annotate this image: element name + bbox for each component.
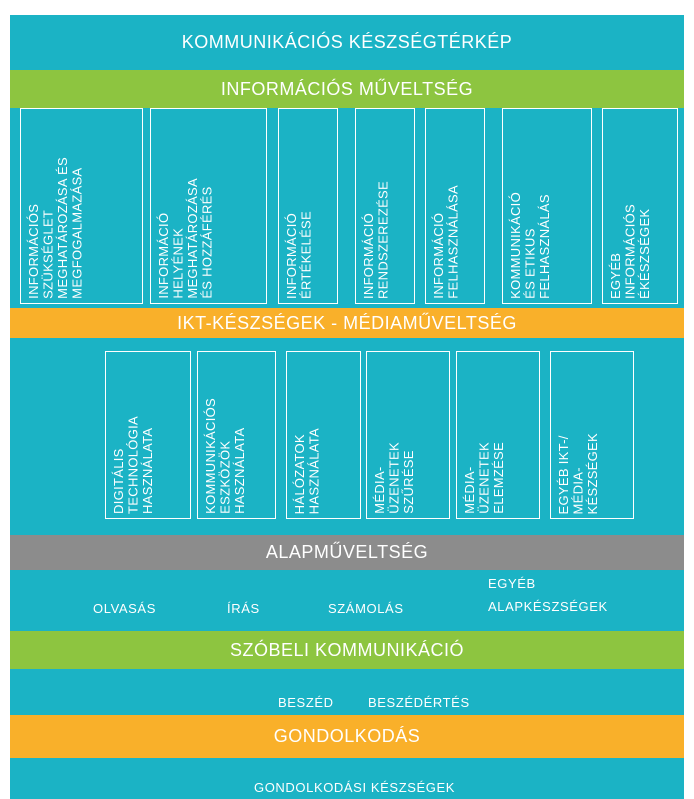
basic-literacy-header: ALAPMŰVELTSÉG [10, 535, 684, 570]
oral-item-speech: BESZÉD [278, 695, 334, 710]
info-box-organizing-label: INFORMÁCIÓ RENDSZEREZÉSE [361, 180, 391, 299]
basic-literacy-section [10, 570, 684, 631]
info-box-other [602, 108, 678, 304]
info-literacy-section [10, 108, 684, 308]
ict-box-media-analysis [456, 351, 540, 519]
info-box-organizing [355, 108, 415, 304]
ict-box-communication-tools-label: KOMMUNIKÁCIÓS ESZKÖZÖK HASZNÁLATA [203, 398, 247, 514]
ict-box-digital [105, 351, 191, 519]
skill-map [10, 15, 684, 799]
ict-box-media-filtering [366, 351, 450, 519]
oral-communication-header: SZÓBELI KOMMUNIKÁCIÓ [10, 631, 684, 669]
info-box-evaluation-label: INFORMÁCIÓ ÉRTÉKELÉSE [284, 210, 314, 299]
ict-header: IKT-KÉSZSÉGEK - MÉDIAMŰVELTSÉG [10, 308, 684, 338]
basic-item-reading: OLVASÁS [93, 601, 156, 616]
ict-box-media-analysis-label: MÉDIA- ÜZENETEK ELEMZÉSE [462, 442, 506, 514]
ict-box-other [550, 351, 634, 519]
oral-communication-section [10, 669, 684, 715]
map-title: KOMMUNIKÁCIÓS KÉSZSÉGTÉRKÉP [10, 15, 684, 70]
info-box-usage-label: INFORMÁCIÓ FELHASZNÁLÁSA [431, 185, 461, 299]
info-box-location-label: INFORMÁCIÓ HELYÉNEK MEGHATÁROZÁSA ÉS HOZZÁFÉRÉS [156, 178, 215, 299]
info-box-usage [425, 108, 485, 304]
info-box-ethics-label: KOMMUNIKÁCIÓ ÉS ETIKUS FELHASZNÁLÁS [508, 192, 552, 299]
ict-box-communication-tools [197, 351, 276, 519]
thinking-item-skills: GONDOLKODÁSI KÉSZSÉGEK [254, 780, 456, 795]
oral-item-listening: BESZÉDÉRTÉS [368, 695, 470, 710]
info-box-location [150, 108, 267, 304]
info-literacy-header: INFORMÁCIÓS MŰVELTSÉG [10, 70, 684, 108]
basic-item-writing: ÍRÁS [227, 601, 260, 616]
thinking-section [10, 758, 684, 799]
ict-box-other-label: EGYÉB IKT-/ MÉDIA- KÉSZSÉGEK [556, 432, 600, 514]
ict-box-networks-label: HÁLÓZATOK HASZNÁLATA [292, 427, 322, 514]
ict-section [10, 338, 684, 535]
info-box-ethics [502, 108, 592, 304]
info-box-need [20, 108, 143, 304]
ict-box-networks [286, 351, 361, 519]
ict-box-media-filtering-label: MÉDIA- ÜZENETEK SZŰRÉSE [372, 442, 416, 514]
info-box-need-label: INFORMÁCIÓS SZÜKSÉGLET MEGHATÁROZÁSA ÉS MEGFOGALMAZÁSA [26, 157, 85, 299]
info-box-evaluation [278, 108, 338, 304]
ict-box-digital-label: DIGITÁLIS TECHNOLÓGIA HASZNÁLATA [111, 416, 155, 514]
basic-item-other: EGYÉB ALAPKÉSZSÉGEK [488, 576, 608, 614]
info-box-other-label: EGYÉB INFORMÁCIÓS ÉKÉSZSÉGEK [608, 203, 652, 299]
basic-item-counting: SZÁMOLÁS [328, 601, 404, 616]
thinking-header: GONDOLKODÁS [10, 715, 684, 758]
